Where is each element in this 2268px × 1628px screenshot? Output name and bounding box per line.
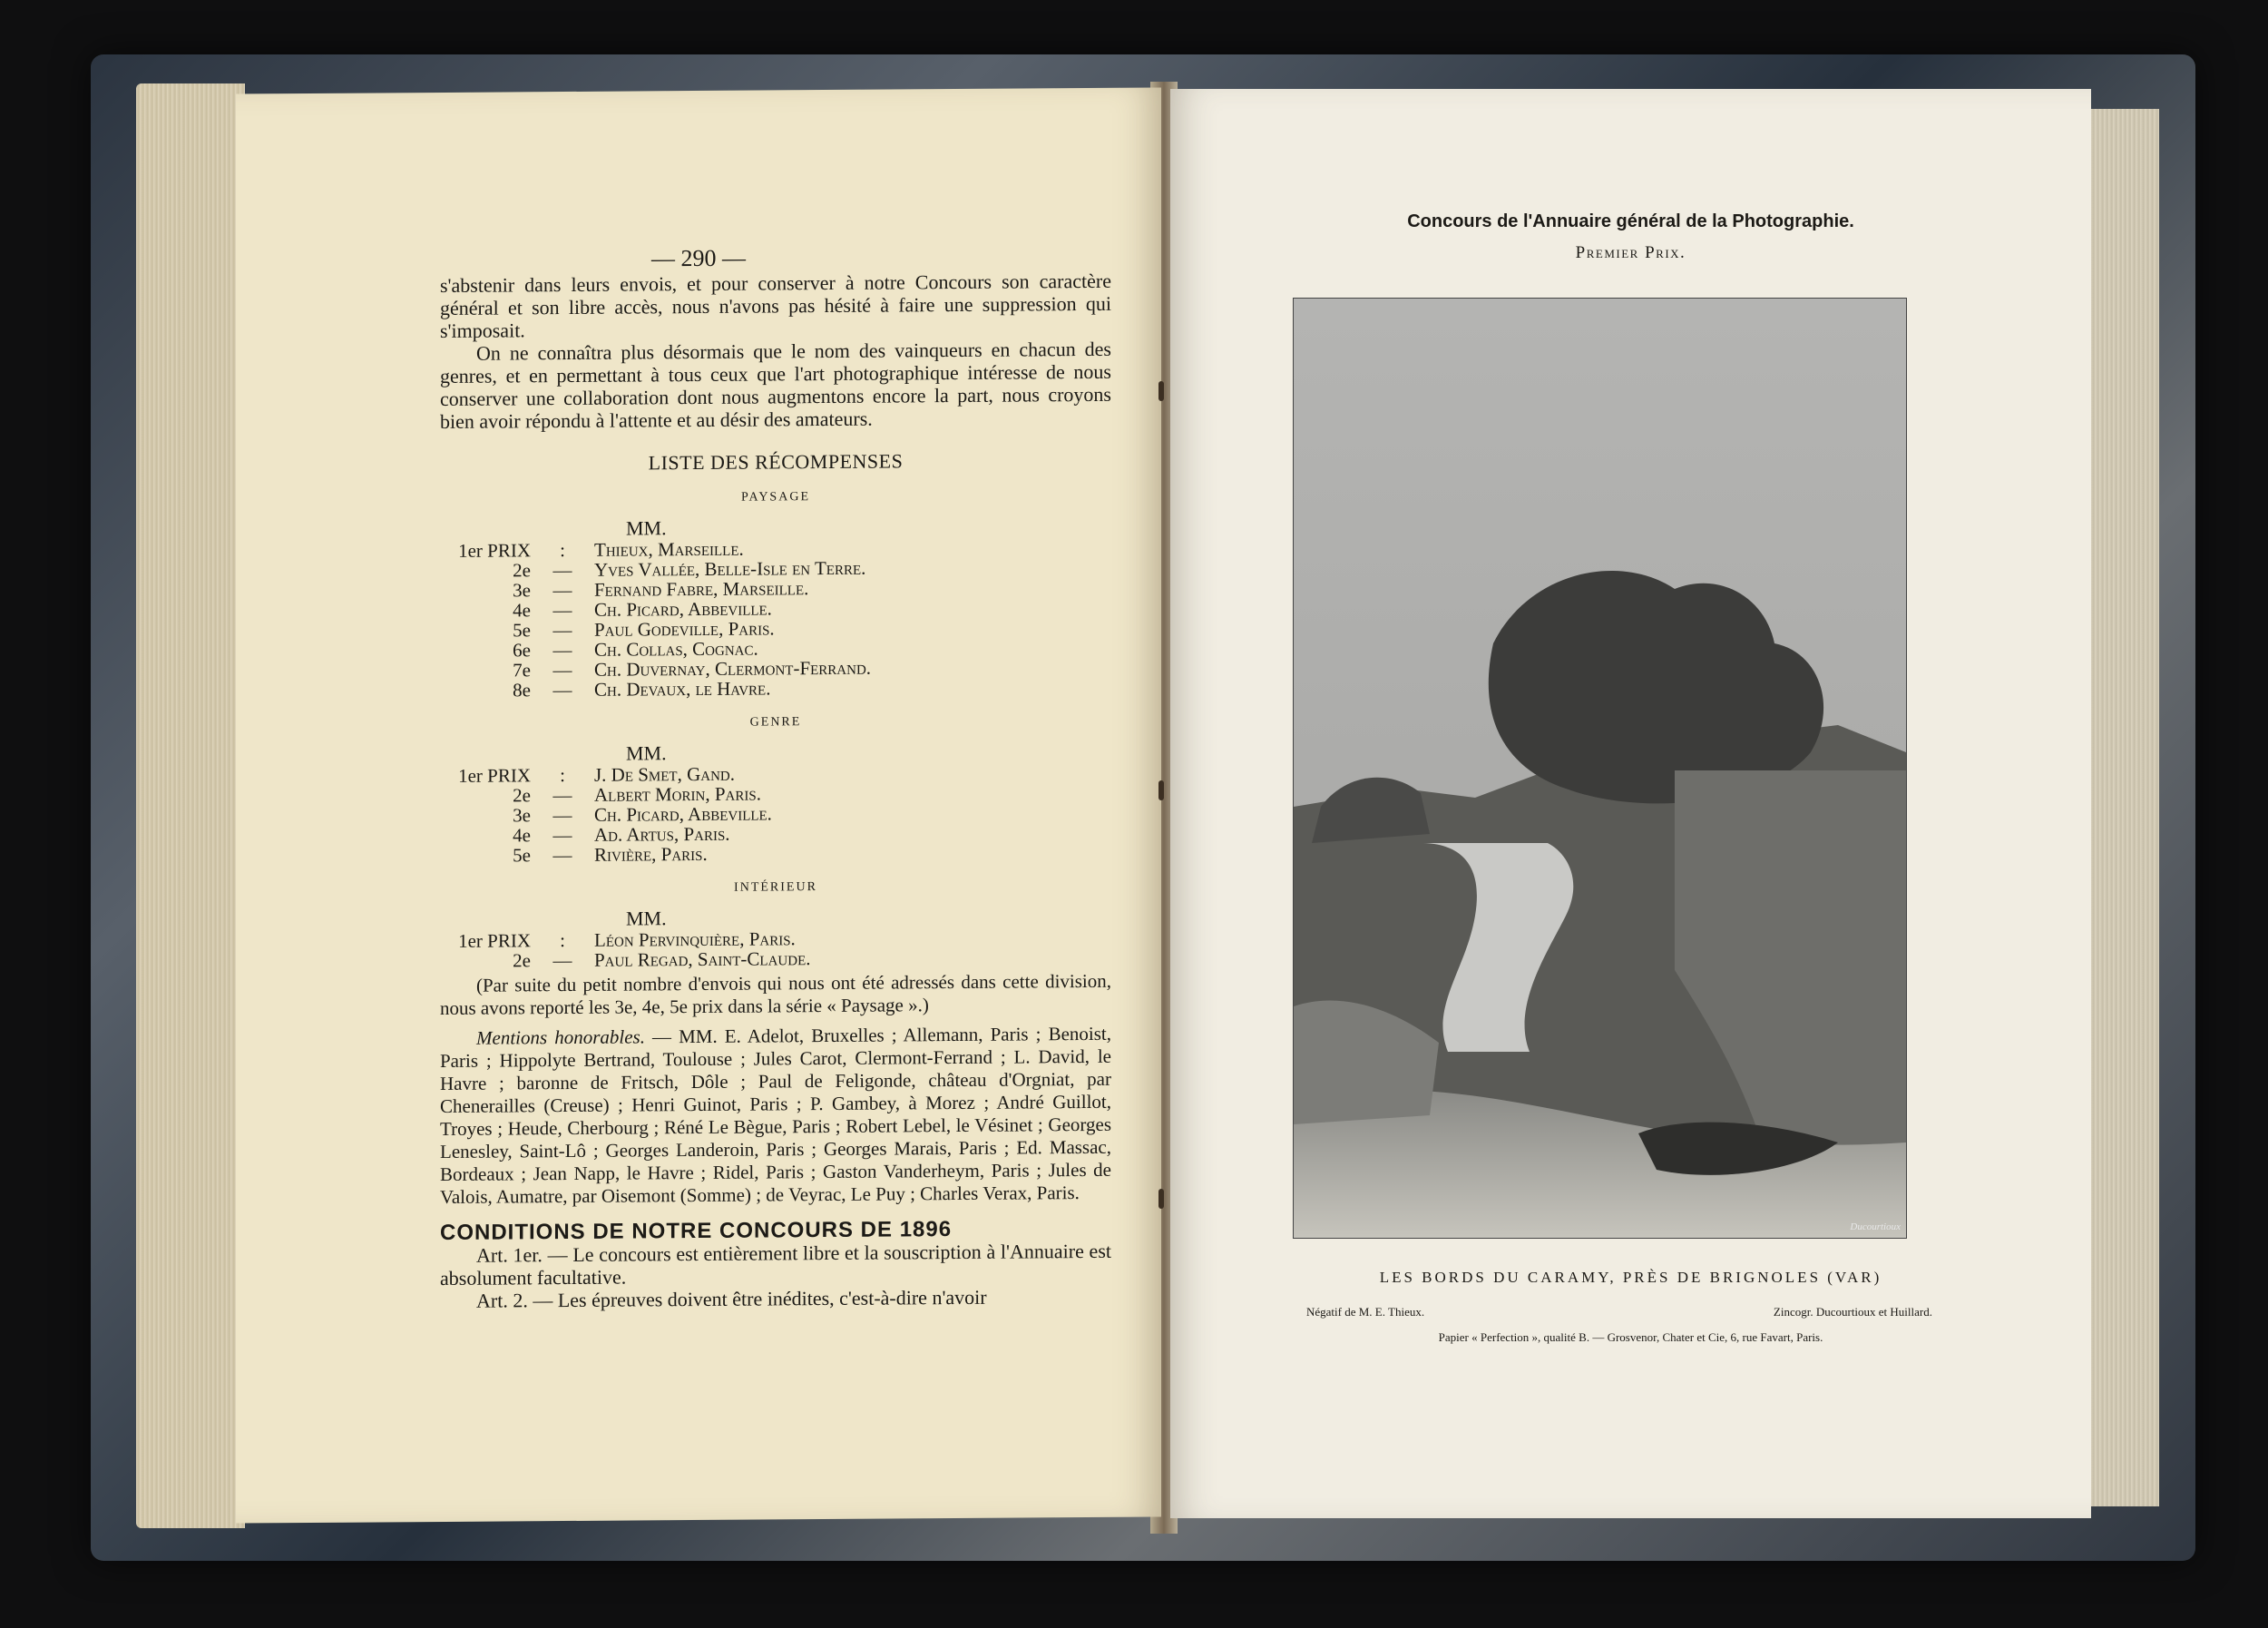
paper-credit: Papier « Perfection », qualité B. — Grosvenor, Chater et Cie, 6, rue Favart, Paris. [1438,1330,1823,1344]
section-title-genre: GENRE [749,715,802,730]
binding-thread [1158,780,1164,800]
article-2: Art. 2. — Les épreuves doivent être inédites, c'est-à-dire n'avoir [476,1285,987,1312]
prize-row: 1er PRIX : Léon Pervinquière, Paris. [458,927,796,952]
page-edges-left [136,83,245,1528]
left-page [236,87,1161,1523]
prize-row: 3e — Ch. Picard, Abbeville. [513,802,772,827]
prize-row: 2e — Paul Regad, Saint-Claude. [513,947,811,972]
prize-row: 6e — Ch. Collas, Cognac. [513,637,758,662]
mm-label: MM. [626,516,667,540]
binding-thread [1158,381,1164,401]
prize-row: 4e — Ad. Artus, Paris. [513,822,730,847]
prize-list-genre [440,761,1111,866]
photo-caption: LES BORDS DU CARAMY, PRÈS DE BRIGNOLES (VAR) [1379,1269,1882,1286]
prize-list-interieur [440,927,1111,971]
engraver-credit: Zincogr. Ducourtioux et Huillard. [1773,1305,1932,1319]
prize-row: 4e — Ch. Picard, Abbeville. [513,597,772,622]
prize-row: 5e — Rivière, Paris. [513,842,708,867]
mm-label: MM. [626,741,667,765]
plate-subtitle: Premier Prix. [1575,243,1686,262]
prize-row: 1er PRIX : Thieux, Marseille. [458,537,744,562]
division-note: (Par suite du petit nombre d'envois qui nous ont été adressés dans cette division, nous avons reporté les 3e, 4e, 5e prix dans la série « Paysage ».) [440,969,1111,1019]
conditions-heading: CONDITIONS DE NOTRE CONCOURS DE 1896 [440,1217,953,1245]
section-title-paysage: PAYSAGE [741,490,810,505]
prize-row: 2e — Yves Vallée, Belle-Isle en Terre. [513,556,866,582]
article-1: Art. 1er. — Le concours est entièrement libre et la souscription à l'Annuaire est absolument facultative. [440,1239,1111,1290]
prize-list-paysage [440,536,1111,701]
section-title-interieur: INTÉRIEUR [734,880,817,895]
prize-row: 7e — Ch. Duvernay, Clermont-Ferrand. [513,656,872,682]
paragraph-2: On ne connaîtra plus désormais que le nom des vainqueurs en chacun des genres, et en permettant à tous ceux que l'art photographique intéresse de nous conserver une collaboration dont nous augmentons encore la part, nous croyons bien avoir répondu à l'attente et au désir des amateurs. [440,337,1111,433]
plate-title: Concours de l'Annuaire général de la Photographie. [1407,211,1854,231]
mentions-label: Mentions honorables. [476,1025,645,1049]
prize-row: 1er PRIX : J. De Smet, Gand. [458,762,736,787]
photo-signature: Ducourtioux [1850,1221,1901,1232]
prize-row: 3e — Fernand Fabre, Marseille. [513,577,809,602]
left-text-block [440,270,1111,1312]
right-page [1170,89,2091,1518]
prize-row: 8e — Ch. Devaux, le Havre. [513,677,771,701]
mm-label: MM. [626,907,667,930]
paragraph-1: s'abstenir dans leurs envois, et pour conserver à notre Concours son caractère général et son libre accès, nous n'avons pas hésité à faire une suppression qui s'imposait. [440,269,1111,342]
mentions-paragraph [440,1023,1111,1209]
negative-credit: Négatif de M. E. Thieux. [1306,1305,1425,1319]
landscape-photograph [1293,298,1907,1239]
mentions-list: — MM. E. Adelot, Bruxelles ; Allemann, Paris ; Benoist, Paris ; Hippolyte Bertrand, Toulouse ; Jules Carot, Clermont-Ferrand ; L. David, le Havre ; baronne de Fritsch, Dôle ; Paul de Feligonde, château d'Orgniat, par Chenerailles (Creuse) ; Henri Guinot, Paris ; P. Gambey, à Morez ; André Guillot, Troyes ; Heude, Cherbourg ; Réné Le Bègue, Paris ; Robert Lebel, le Vésinet ; Georges Lenesley, Saint-Lô ; Georges Landeroin, Paris ; Georges Marais, Paris ; Ed. Massac, Bordeaux ; Jean Napp, le Havre ; Ridel, Paris ; Gaston Vanderheym, Paris ; Jules de Valois, Aumatre, par Oisemont (Somme) ; de Veyrac, Le Puy ; Charles Verax, Paris. [440,1022,1111,1208]
page-edges-right [2087,109,2159,1506]
photo-illustration [1294,299,1906,1238]
prize-row: 2e — Albert Morin, Paris. [513,782,761,807]
binding-thread [1158,1189,1164,1209]
page-number: — 290 — [651,244,746,272]
list-title: LISTE DES RÉCOMPENSES [648,449,904,475]
prize-row: 5e — Paul Godeville, Paris. [513,617,775,642]
